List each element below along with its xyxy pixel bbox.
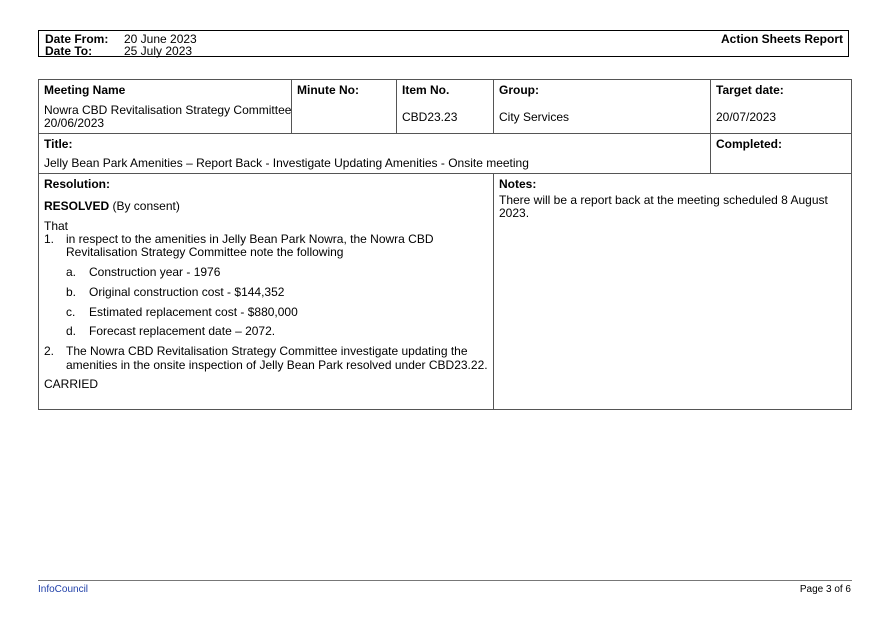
row-divider bbox=[39, 173, 851, 174]
target-date-value: 20/07/2023 bbox=[716, 110, 777, 124]
page-number: Page 3 of 6 bbox=[799, 584, 851, 595]
completed-label: Completed: bbox=[716, 137, 782, 151]
meeting-name-value: Nowra CBD Revitalisation Strategy Committee bbox=[44, 103, 292, 117]
minute-no-header: Minute No: bbox=[297, 83, 359, 97]
column-divider bbox=[710, 80, 711, 173]
sub-item-letter: c. bbox=[66, 305, 76, 319]
sub-item-text: Forecast replacement date – 2072. bbox=[89, 324, 276, 338]
sub-item-text: Original construction cost - $144,352 bbox=[89, 285, 285, 299]
item-1-line-2: Revitalisation Strategy Committee note the following bbox=[66, 245, 344, 259]
sub-item-letter: d. bbox=[66, 324, 77, 338]
notes-label: Notes: bbox=[499, 177, 537, 191]
group-header: Group: bbox=[499, 83, 539, 97]
column-divider bbox=[396, 80, 397, 133]
carried-text: CARRIED bbox=[44, 377, 99, 391]
item-no-value: CBD23.23 bbox=[402, 110, 458, 124]
item-2-line-1: The Nowra CBD Revitalisation Strategy Committee investigate updating the bbox=[66, 344, 468, 358]
date-to-label: Date To: bbox=[45, 44, 93, 58]
item-2-number: 2. bbox=[44, 344, 55, 358]
footer-divider bbox=[38, 580, 852, 581]
row-divider bbox=[39, 133, 851, 134]
item-1-number: 1. bbox=[44, 232, 55, 246]
resolved-keyword: RESOLVED bbox=[44, 199, 110, 213]
notes-line-1: There will be a report back at the meeting scheduled 8 August bbox=[499, 193, 828, 207]
column-divider bbox=[493, 173, 494, 409]
report-title: Action Sheets Report bbox=[720, 32, 843, 46]
meeting-date-value: 20/06/2023 bbox=[44, 116, 105, 130]
item-no-header: Item No. bbox=[402, 83, 450, 97]
footer-brand: InfoCouncil bbox=[38, 584, 89, 595]
item-1-line-1: in respect to the amenities in Jelly Bean Park Nowra, the Nowra CBD bbox=[66, 232, 434, 246]
report-header bbox=[38, 30, 849, 57]
resolved-statement bbox=[44, 199, 180, 213]
date-to-value: 25 July 2023 bbox=[124, 44, 193, 58]
column-divider bbox=[493, 80, 494, 133]
date-from-label: Date From: bbox=[45, 32, 109, 46]
title-value: Jelly Bean Park Amenities – Report Back - Investigate Updating Amenities - Onsite meeting bbox=[44, 156, 529, 170]
consent-text: (By consent) bbox=[112, 199, 180, 213]
sub-item-letter: b. bbox=[66, 285, 77, 299]
meeting-name-header: Meeting Name bbox=[44, 83, 126, 97]
action-sheet-table bbox=[38, 79, 852, 410]
notes-line-2: 2023. bbox=[499, 206, 530, 220]
sub-item-letter: a. bbox=[66, 265, 77, 279]
resolution-label: Resolution: bbox=[44, 177, 110, 191]
title-label: Title: bbox=[44, 137, 73, 151]
target-date-header: Target date: bbox=[716, 83, 784, 97]
date-from-value: 20 June 2023 bbox=[124, 32, 197, 46]
that-text: That bbox=[44, 219, 69, 233]
group-value: City Services bbox=[499, 110, 570, 124]
item-2-line-2: amenities in the onsite inspection of Jelly Bean Park resolved under CBD23.22. bbox=[66, 358, 488, 372]
sub-item-text: Construction year - 1976 bbox=[89, 265, 221, 279]
sub-item-text: Estimated replacement cost - $880,000 bbox=[89, 305, 298, 319]
